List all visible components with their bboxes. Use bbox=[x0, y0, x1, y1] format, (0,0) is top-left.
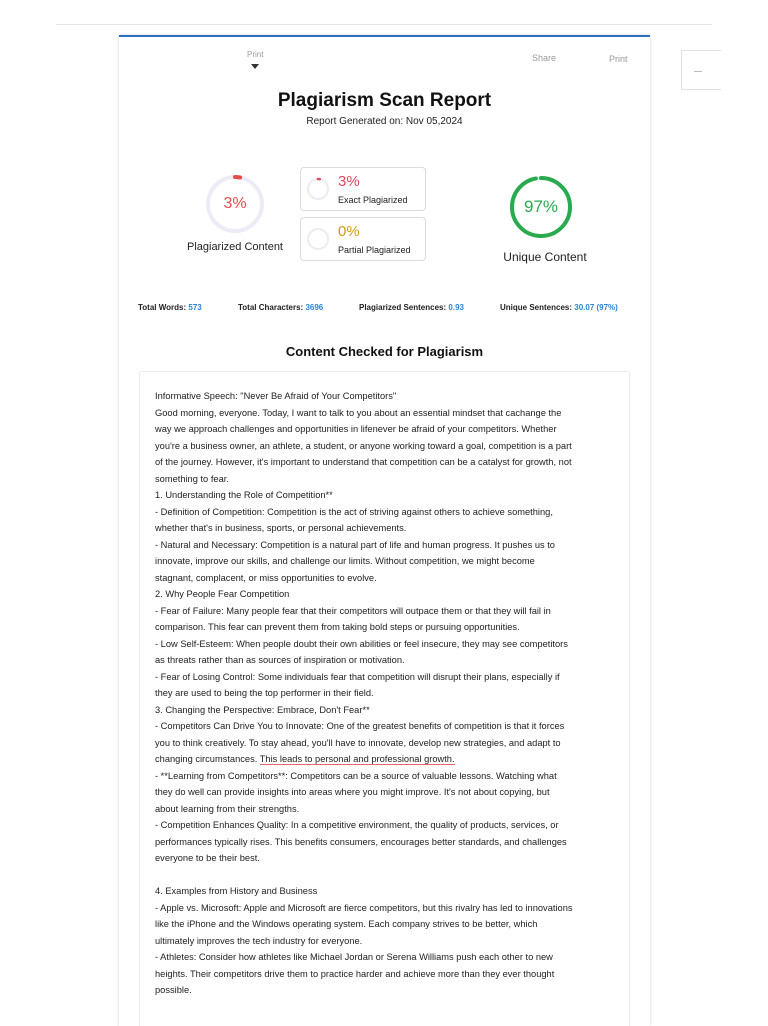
content-line: - Apple vs. Microsoft: Apple and Microsoft are fierce competitors, but this rivalry has led to innovations bbox=[155, 902, 573, 913]
content-line: possible. bbox=[155, 985, 192, 995]
content-line: - Athletes: Consider how athletes like Michael Jordan or Serena Williams push each other to new bbox=[155, 952, 553, 962]
partial-percent: 0% bbox=[338, 223, 360, 240]
content-line: - Competitors Can Drive You to Innovate: One of the greatest benefits of competition is that it forces bbox=[155, 721, 565, 731]
minus-icon bbox=[694, 71, 702, 72]
content-line: heights. Their competitors drive them to practice harder and achieve more than they ever thought bbox=[155, 968, 555, 979]
content-line: Informative Speech: "Never Be Afraid of Your Competitors" bbox=[155, 391, 397, 401]
content-line: whether that's in business, sports, or personal achievements. bbox=[155, 523, 407, 533]
stat-value: 573 bbox=[188, 303, 202, 312]
checked-content-text bbox=[155, 388, 625, 999]
stat-plagiarized-sentences bbox=[359, 303, 464, 312]
content-line: of the journey. However, it's important to understand that competition can be a catalyst for growth, not bbox=[155, 457, 572, 467]
stat-value: 0.93 bbox=[448, 303, 464, 312]
content-line: - Low Self-Esteem: When people doubt their own abilities or feel insecure, they may see competitors bbox=[155, 638, 568, 649]
content-line: - Competition Enhances Quality: In a competitive environment, the quality of products, services, or bbox=[155, 820, 559, 830]
content-line: Good morning, everyone. Today, I want to talk to you about an essential mindset that cachange the bbox=[155, 407, 562, 418]
content-line-highlighted bbox=[155, 751, 625, 768]
content-fragment: changing circumstances. bbox=[155, 754, 260, 764]
checked-content-box bbox=[139, 371, 630, 1026]
unique-ring bbox=[508, 174, 574, 240]
plagiarized-label: Plagiarized Content bbox=[186, 241, 283, 253]
plagiarized-percent: 3% bbox=[223, 195, 247, 212]
plagiarized-match[interactable]: This leads to personal and professional growth. bbox=[259, 754, 455, 764]
unique-label: Unique Content bbox=[503, 250, 587, 264]
content-line: they do well can provide insights into areas where you might improve. It's not about copying, but bbox=[155, 787, 550, 797]
report-title: Plagiarism Scan Report bbox=[277, 90, 492, 111]
share-button[interactable]: Share bbox=[532, 53, 557, 63]
stat-label: Total Words: bbox=[138, 303, 187, 312]
blank-line bbox=[155, 867, 625, 884]
content-line: 1. Understanding the Role of Competition** bbox=[155, 490, 333, 500]
content-line: they are used to being the top performer in their field. bbox=[155, 688, 374, 698]
content-line: about learning from their strengths. bbox=[155, 803, 300, 814]
unique-percent: 97% bbox=[523, 197, 559, 216]
content-line: innovate, improve our skills, and challenge our limits. Without competition, we might become bbox=[155, 556, 535, 566]
top-divider bbox=[56, 24, 712, 25]
content-line: 2. Why People Fear Competition bbox=[155, 589, 290, 599]
content-line: performances typically rises. This benefits consumers, encourages better standards, and challenges bbox=[155, 836, 567, 847]
stat-total-characters bbox=[238, 303, 323, 312]
content-line: - Fear of Failure: Many people fear that their competitors will outpace them or that they will fail in bbox=[155, 605, 551, 616]
plagiarized-ring bbox=[204, 173, 266, 235]
content-line: everyone to be their best. bbox=[155, 853, 260, 863]
content-line: as threats rather than as sources of inspiration or motivation. bbox=[155, 655, 405, 665]
content-line: 3. Changing the Perspective: Embrace, Don't Fear** bbox=[155, 704, 370, 715]
exact-progress-ring bbox=[306, 177, 330, 201]
stat-value: 3696 bbox=[305, 303, 324, 312]
content-line: - Definition of Competition: Competition is the act of striving against others to achieve something, bbox=[155, 506, 553, 517]
content-line: comparison. This fear can prevent them from taking bold steps or pursuing opportunities. bbox=[155, 622, 520, 632]
partial-plagiarized-card bbox=[300, 217, 426, 261]
report-generated-date: Report Generated on: Nov 05,2024 bbox=[306, 116, 463, 127]
exact-plagiarized-card bbox=[300, 167, 426, 211]
content-line: ultimately improves the tech industry for everyone. bbox=[155, 935, 363, 946]
exact-label: Exact Plagiarized bbox=[338, 195, 408, 205]
caret-down-icon[interactable] bbox=[251, 64, 259, 69]
content-line: something to fear. bbox=[155, 473, 229, 484]
partial-label: Partial Plagiarized bbox=[338, 245, 411, 255]
content-line: like the iPhone and the Windows operating system. Each company strives to be better, which bbox=[155, 919, 538, 929]
content-line: you to think creatively. To stay ahead, you'll have to innovate, develop new strategies, and adapt to bbox=[155, 737, 561, 748]
exact-percent: 3% bbox=[338, 173, 360, 190]
stat-label: Unique Sentences: bbox=[500, 303, 573, 312]
report-page bbox=[119, 35, 650, 1026]
content-line: 4. Examples from History and Business bbox=[155, 886, 318, 896]
stat-label: Plagiarized Sentences: bbox=[359, 303, 447, 312]
stat-total-words bbox=[138, 303, 202, 312]
content-line: stagnant, complacent, or miss opportunities to evolve. bbox=[155, 572, 377, 583]
content-section-title: Content Checked for Plagiarism bbox=[285, 344, 484, 359]
content-line: you're a business owner, an athlete, a student, or anyone working toward a goal, competition is a part bbox=[155, 440, 572, 451]
side-panel-toggle[interactable] bbox=[681, 50, 721, 90]
content-line: way we approach challenges and opportunities in lifenever be afraid of your competitors. Whether bbox=[155, 424, 557, 434]
content-line: - Natural and Necessary: Competition is a natural part of life and human progress. It pushes us to bbox=[155, 539, 555, 550]
print-button[interactable]: Print bbox=[609, 54, 628, 64]
stat-label: Total Characters: bbox=[238, 303, 304, 312]
stat-value: 30.07 (97%) bbox=[574, 303, 618, 312]
content-line: - Fear of Losing Control: Some individuals fear that competition will disrupt their plans, especially if bbox=[155, 671, 560, 682]
print-dropdown-label[interactable]: Print bbox=[247, 50, 264, 59]
stat-unique-sentences bbox=[500, 303, 618, 312]
content-line: - **Learning from Competitors**: Competitors can be a source of valuable lessons. Watching what bbox=[155, 770, 557, 781]
partial-progress-ring bbox=[306, 227, 330, 251]
